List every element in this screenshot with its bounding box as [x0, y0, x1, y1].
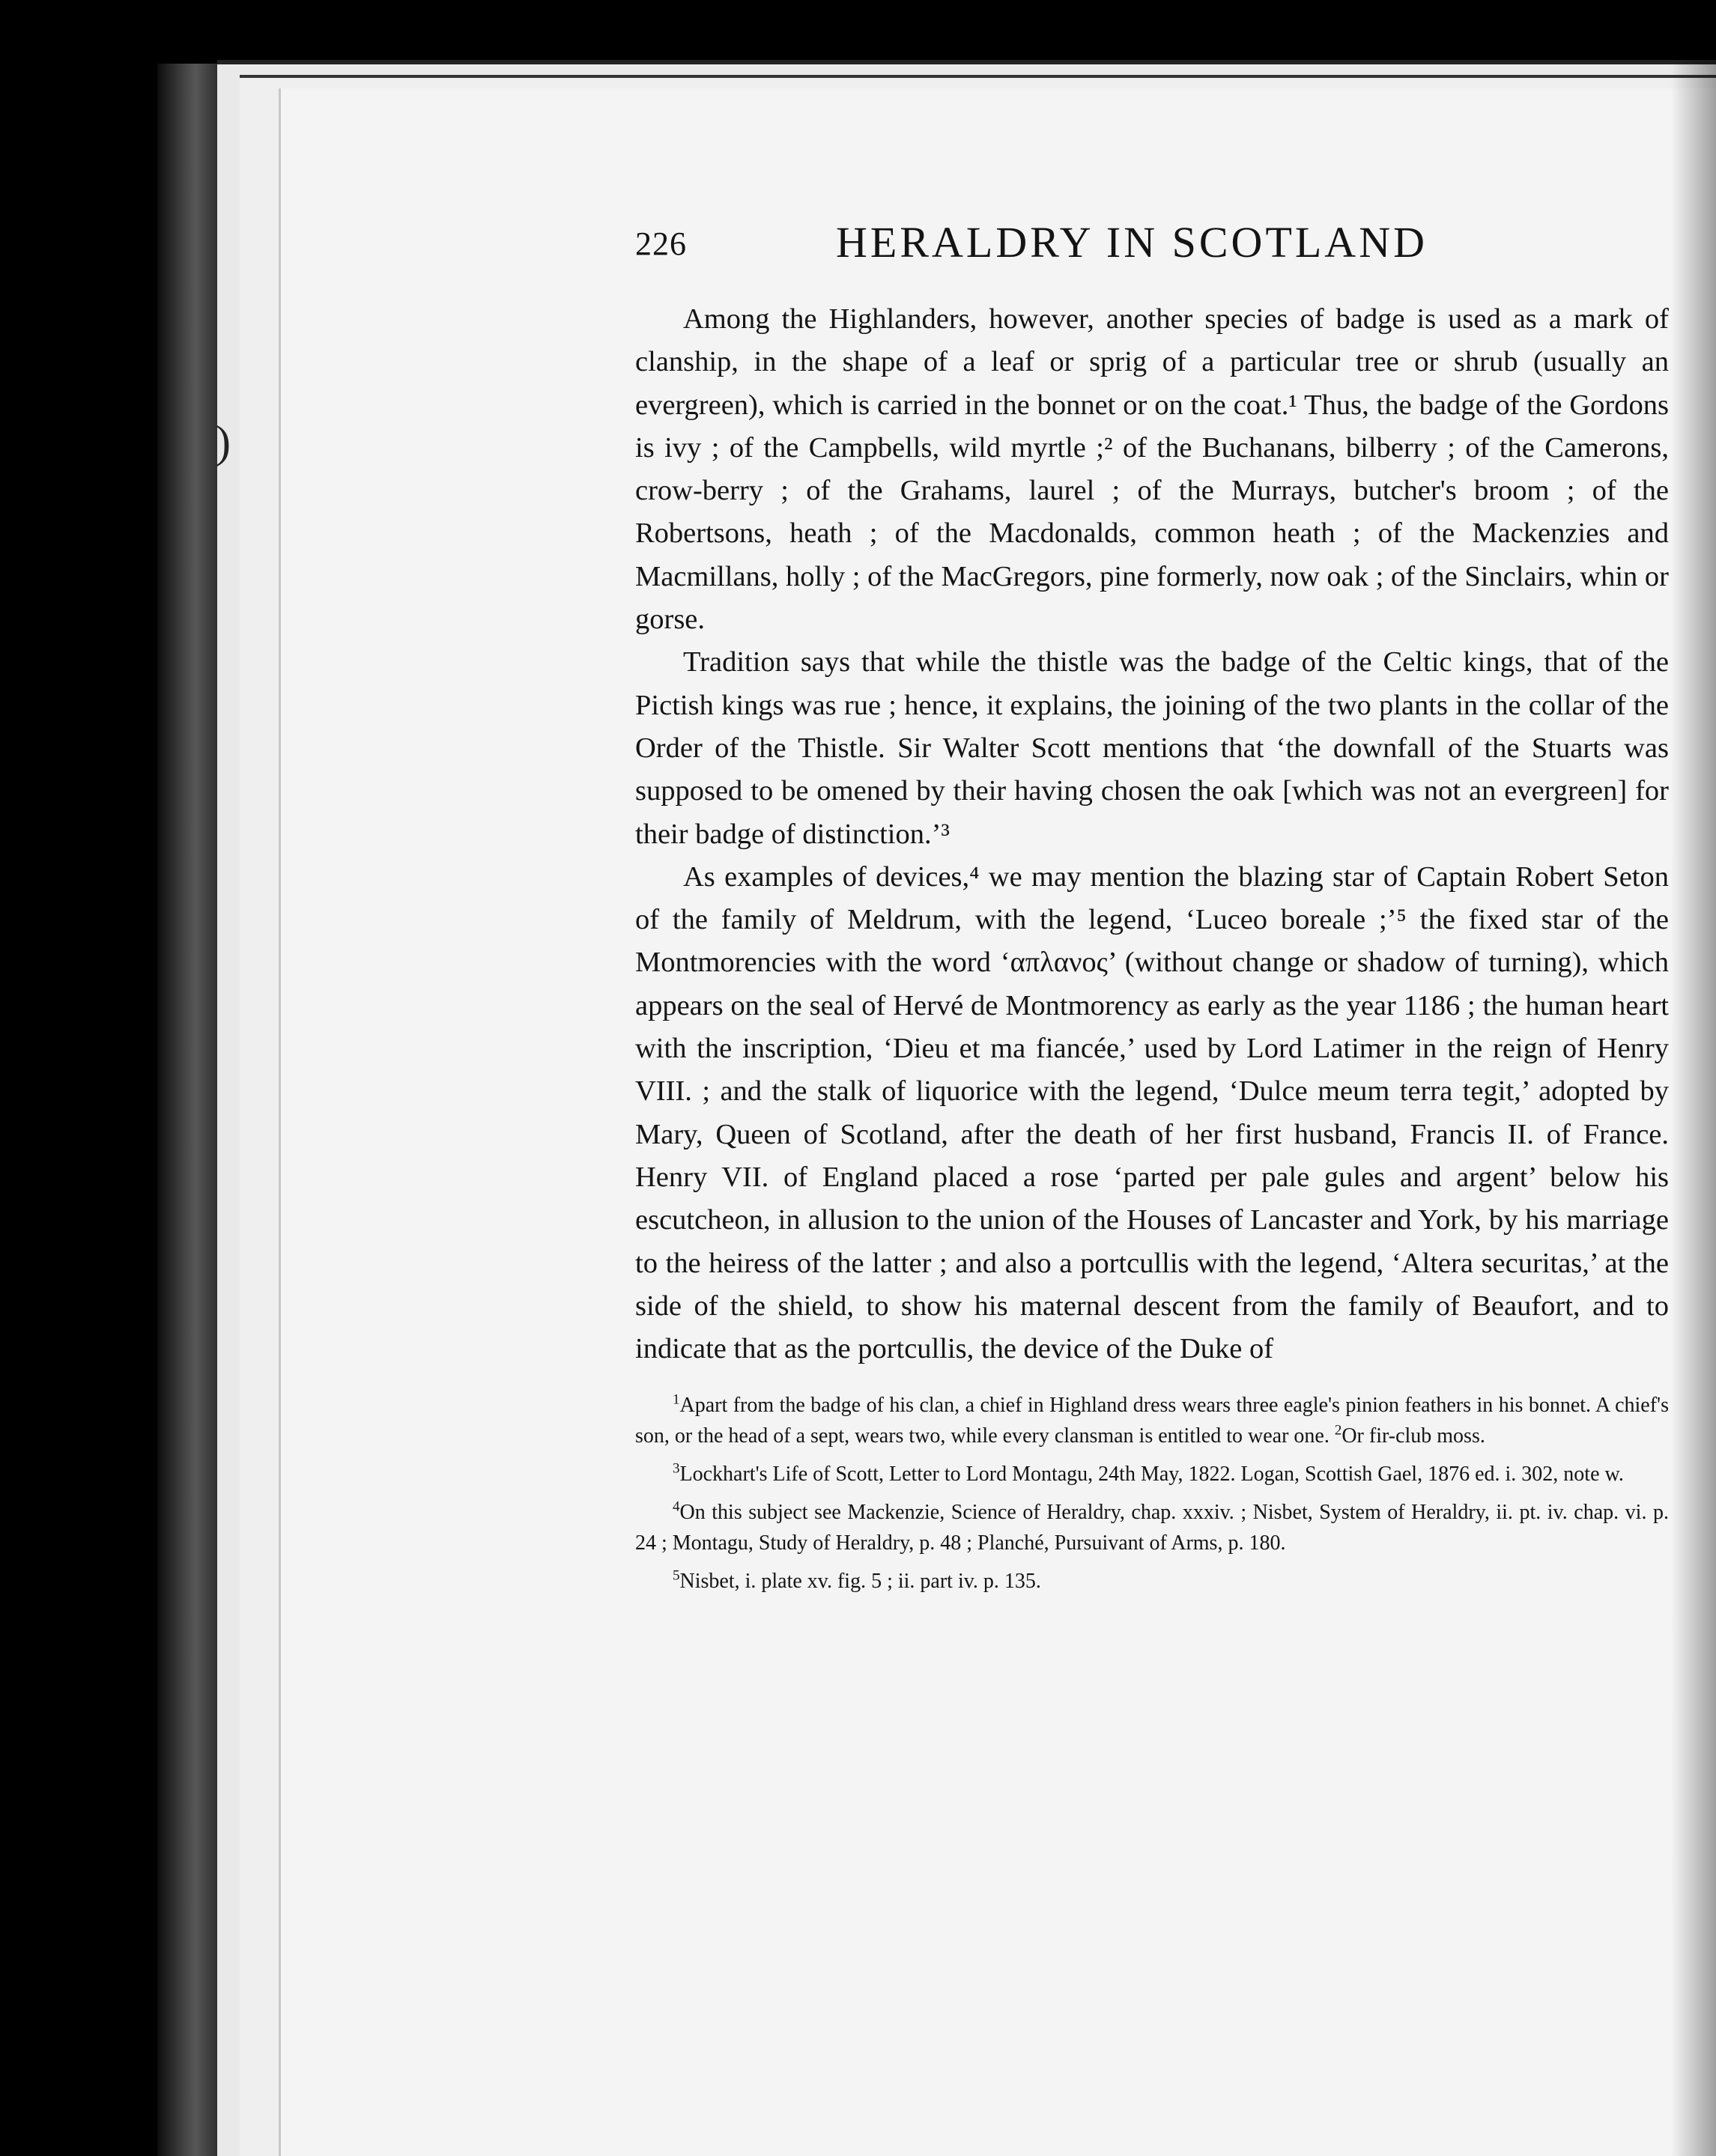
footnote-marker: 4: [673, 1499, 680, 1516]
body-paragraph: Among the Highlanders, however, another species of badge is used as a mark of clanship, in the shape of a leaf or sprig of a particular tree or shrub (usually an evergreen), which is carried in the bonnet or on the coat.¹ Thus, the badge of the Gordons is ivy ; of the Campbells, wild myrtle ;² of the Buchanans, bilberry ; of the Camerons, crow-berry ; of the Grahams, laurel ; of the Murrays, butcher's broom ; of the Robertsons, heath ; of the Macdonalds, common heath ; of the Mackenzies and Macmillans, holly ; of the MacGregors, pine formerly, now oak ; of the Sinclairs, whin or gorse.: [635, 303, 1669, 636]
footnote-marker: 1: [673, 1392, 680, 1409]
footnote-5: [635, 1566, 1669, 1597]
footnote-text: Lockhart's Life of Scott, Letter to Lord Montagu, 24th May, 1822. Logan, Scottish Gael, 1876 ed. i. 302, note w.: [679, 1463, 1624, 1487]
footnote-marker: 5: [673, 1568, 680, 1585]
page-number: 226: [635, 225, 687, 262]
footnote-3: [635, 1459, 1669, 1490]
footnotes: [635, 1390, 1669, 1597]
footnote-4: [635, 1497, 1669, 1558]
page-text-block: [635, 217, 1669, 1604]
footnote-marker: 2: [1334, 1423, 1342, 1439]
footnote-text: Nisbet, i. plate xv. fig. 5 ; ii. part iv. p. 135.: [679, 1570, 1041, 1594]
running-head: [635, 217, 1669, 285]
footnote-1: [635, 1390, 1669, 1451]
page-title: HERALDRY IN SCOTLAND: [836, 218, 1428, 267]
footnote-text: On this subject see Mackenzie, Science of Heraldry, chap. xxxiv. ; Nisbet, System of Heraldry, ii. pt. iv. chap. vi. p. 24 ; Montagu, Study of Heraldry, p. 48 ; Planché, Pursuivant of Arms, p. 180.: [635, 1501, 1669, 1555]
footnote-marker: 3: [673, 1461, 680, 1478]
scan-edge-shadow: [1671, 0, 1716, 2156]
body-paragraph: Tradition says that while the thistle was the badge of the Celtic kings, that of the Pictish kings was rue ; hence, it explains, the joining of the two plants in the collar of the Order of the Thistle. Sir Walter Scott mentions that ‘the downfall of the Stuarts was supposed to be omened by their having chosen the oak [which was not an evergreen] for their badge of distinction.’³: [635, 646, 1669, 850]
footnote-text: Or fir-club moss.: [1341, 1424, 1485, 1448]
margin-bracket-mark: ): [216, 417, 231, 467]
book-spine: [157, 64, 221, 2156]
footnote-text: Apart from the badge of his clan, a chief in Highland dress wears three eagle's pinion feathers in his bonnet. A chief's son, or the head of a sept, wears two, while every clansman is entitled to wear one.: [635, 1394, 1669, 1448]
body-paragraph: As examples of devices,⁴ we may mention the blazing star of Captain Robert Seton of the family of Meldrum, with the legend, ‘Luceo boreale ;’⁵ the fixed star of the Montmorencies with the word ‘απλανος’ (without change or shadow of turning), which appears on the seal of Hervé de Montmorency as early as the year 1186 ; the human heart with the inscription, ‘Dieu et ma fiancée,’ used by Lord Latimer in the reign of Henry VIII. ; and the stalk of liquorice with the legend, ‘Dulce meum terra tegit,’ adopted by Mary, Queen of Scotland, after the death of her first husband, Francis II. of France. Henry VII. of England placed a rose ‘parted per pale gules and argent’ below his escutcheon, in allusion to the union of the Houses of Lancaster and York, by his marriage to the heiress of the latter ; and also a portcullis with the legend, ‘Altera securitas,’ at the side of the shield, to show his maternal descent from the family of Beaufort, and to indicate that as the portcullis, the device of the Duke of: [635, 860, 1669, 1365]
